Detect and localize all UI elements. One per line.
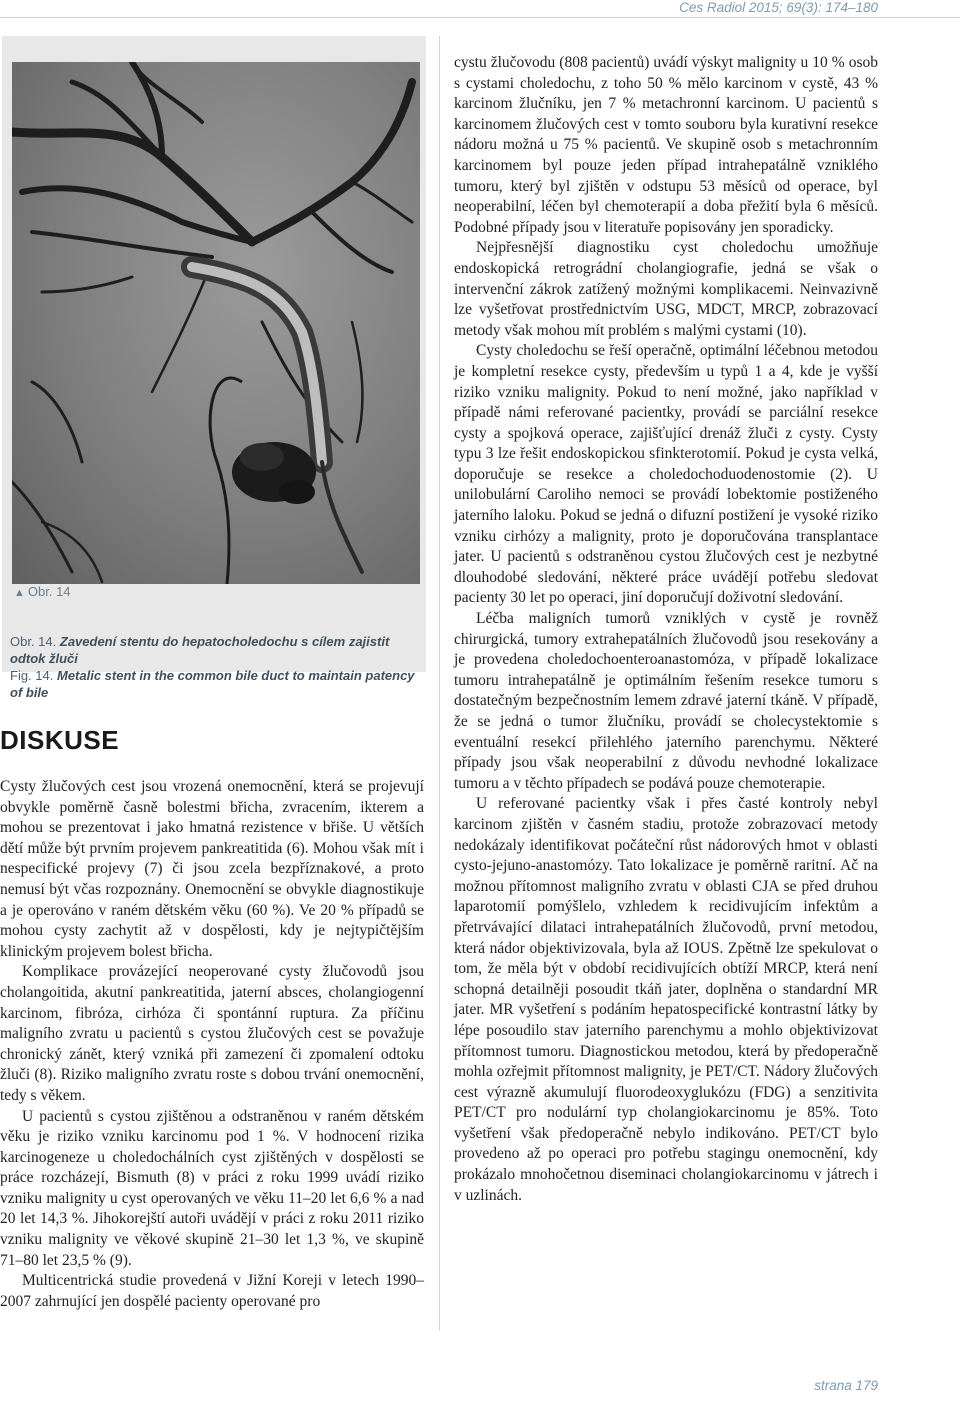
paragraph: U pacientů s cystou zjištěnou a odstraněnou v raném dětském věku je riziko vzniku karcinomu pod 1 %. V hodnocení rizika karcinogeneze u choledochálních cyst zjištěných v dospělosti se práce rozcházejí, Bismuth (8) v práci z roku 1999 uvádí riziko vzniku malignity u cyst operovaných ve věku 11–20 let 6,6 % a nad 20 let 14,3 %. Jihokorejští autoři uvádějí v práci z roku 2011 riziko vzniku malignity ve věkové skupině 21–30 let 1,3 %, ve skupině 71–80 let 23,5 % (9). bbox=[0, 1107, 424, 1269]
left-column bbox=[0, 777, 424, 1312]
paragraph: Komplikace provázející neoperované cysty žlučovodů jsou cholangoitida, akutní pankreatitida, jaterní absces, cholangiogenní karcinom, fibróza, cirhóza či spontánní ruptura. Za příčinu maligního zvratu u pacientů s cystou žlučových cest se považuje chronický zánět, který vzniká při zamezení či zpomalení odtoku žluči (8). Riziko maligního zvratu roste s dobou trvání onemocnění, tedy s věkem. bbox=[0, 963, 424, 1104]
column-divider bbox=[439, 36, 440, 1331]
section-heading: DISKUSE bbox=[0, 725, 120, 755]
paragraph: Cysty žlučových cest jsou vrozená onemocnění, která se projevují obvykle poměrně časně bolestmi břicha, zvracením, ikterem a mohou se prezentovat i jako hmatná rezistence v břiše. U větších dětí může být prvním projevem pankreatitida (6). Mohou však mít i nespecifické projevy (7) či jsou zcela bezpříznakové, a proto nemusí být včas rozpoznány. Onemocnění se obvykle diagnostikuje a je operováno v raném dětském věku (60 %). Ve 20 % případů se mohou cysty zachytit až v dospělosti, kdy je nejtypičtějším klinickým projevem bolest břicha. bbox=[0, 778, 424, 960]
paragraph: Léčba maligních tumorů vzniklých v cystě je rovněž chirurgická, tumory extrahepatálních žlučovodů jsou resekovány a je provedena choledochoenteroanastomóza, v případě lokalizace tumoru intrahepatálně je optimálním řešením resekce tumoru s dostatečným bezpečnostním lemem zdravé jaterní tkáně. V případě, že se jedná o tumor žlučníku, provádí se cholecystektomie s eventuální resekcí přilehlého jaterního parenchymu. Některé případy jsou však neoperabilní z důvodu nevhodné lokalizace tumoru a v těchto případech se podává pouze chemoterapie. bbox=[454, 610, 878, 792]
figure-caption bbox=[10, 633, 422, 701]
header-rule bbox=[0, 17, 960, 18]
paragraph: U referované pacientky však i přes časté kontroly nebyl karcinom zjištěn v časném stadiu, protože zobrazovací metody nedokázaly identifikovat počáteční růst nádorových hmot v oblasti cysto-jejuno-anastomózy. Tato lokalizace je poměrně raritní. Ač na možnou přítomnost maligního zvratu v oblasti CJA se před druhou laparotomií pomýšlelo, vzhledem k recidivujícím infektům a přetrvávající dilataci intrahepatálních žlučovodů, první metodou, která nádor objektivizovala, byla až IOUS. Zpětně lze spekulovat o tom, že měla být v období recidivujících obtíží MRCP, která není schopná detailněji posoudit tkáň jater, doplněna o standardní MR jater. MR vyšetření s podáním hepatospecifické kontrastní látky by lépe posoudilo stav jaterního parenchymu a mohlo objektivizovat přítomnost tumoru. Diagnostickou metodou, která by předoperačně mohla ozřejmit přítomnost malignity, je PET/CT. Nádory žlučových cest výrazně akumulují fluorodeoxyglukózu (FDG) a senzitivita PET/CT pro nodulární typ cholangiokarcinomu je 85%. Toto vyšetření však předoperačně nebylo indikováno. PET/CT bylo provedeno až po operaci pro potřebu stagingu onemocnění, kdy prokázalo mnohočetnou diseminaci cholangiokarcinomu v játrech i v uzlinách. bbox=[454, 795, 878, 1204]
figure-panel bbox=[2, 36, 426, 700]
paragraph: cystu žlučovodu (808 pacientů) uvádí výskyt malignity u 10 % osob s cystami choledochu, z toho 50 % mělo karcinom v cystě, 43 % karcinom žlučníku, jen 7 % metachronní karcinom. U pacientů s karcinomem žlučových cest v tomto souboru byla kurativní resekce nádoru možná u 75 % pacientů. Ve skupině osob s metachronním karcinomem byl pouze jeden případ intrahepatálně vzniklého tumoru, který byl zjištěn v odstupu 53 měsíců od operace, byl neoperabilní, léčen byl chemoterapií a doba přežití byla 6 měsíců. Podobné případy jsou v literatuře popisovány jen sporadicky. bbox=[454, 54, 878, 236]
xray-image bbox=[12, 62, 420, 584]
caption-cz: Obr. 14. Zavedení stentu do hepatocholedochu s cílem zajistit odtok žluči bbox=[10, 634, 390, 666]
triangle-up-icon: ▲ bbox=[14, 587, 25, 599]
paragraph: Nejpřesnější diagnostiku cyst choledochu umožňuje endoskopická retrográdní cholangiografie, jedná se však o intervenční zákrok zatížený možnými komplikacemi. Neinvazivně lze vyšetřovat prostřednictvím USG, MDCT, MRCP, zobrazovací metody však mohou mít problém s malými cystami (10). bbox=[454, 239, 878, 339]
caption-en: Fig. 14. Metalic stent in the common bile duct to maintain patency of bile bbox=[10, 668, 415, 700]
paragraph: Cysty choledochu se řeší operačně, optimální léčebnou metodou je kompletní resekce cysty, především u typů 1 a 4, kde je vyšší riziko vzniku malignity. Pokud to není možné, jako například v případě námi referované pacientky, provádí se parciální resekce cysty a spojková operace, zajišťující drenáž žluči z cysty. Cysty typu 3 lze řešit endoskopickou sfinkterotomií. Pokud je cysta velká, doporučuje se resekce a choledochoduodenostomie (2). U unilobulární Caroliho nemoci se provádí lobektomie postiženého jaterního laloku. Pokud se jedná o difuzní postižení je vysoké riziko vzniku cirhózy a malignity, proto je doporučována transplantace jater. U pacientů s odstraněnou cystou žlučových cest je nezbytné dlouhodobé sledování, některé práce uvádějí potřebu sledovat pacienty 30 let po operaci, jiní doporučují doživotní sledování. bbox=[454, 342, 878, 607]
running-head: Ces Radiol 2015; 69(3): 174–180 bbox=[679, 0, 878, 15]
figure-marker: ▲ Obr. 14 bbox=[14, 584, 71, 599]
paragraph: Multicentrická studie provedená v Jižní Koreji v letech 1990–2007 zahrnující jen dospělé pacienty operované pro bbox=[0, 1272, 424, 1310]
right-column bbox=[454, 53, 878, 1206]
page-number: strana 179 bbox=[814, 1378, 878, 1393]
